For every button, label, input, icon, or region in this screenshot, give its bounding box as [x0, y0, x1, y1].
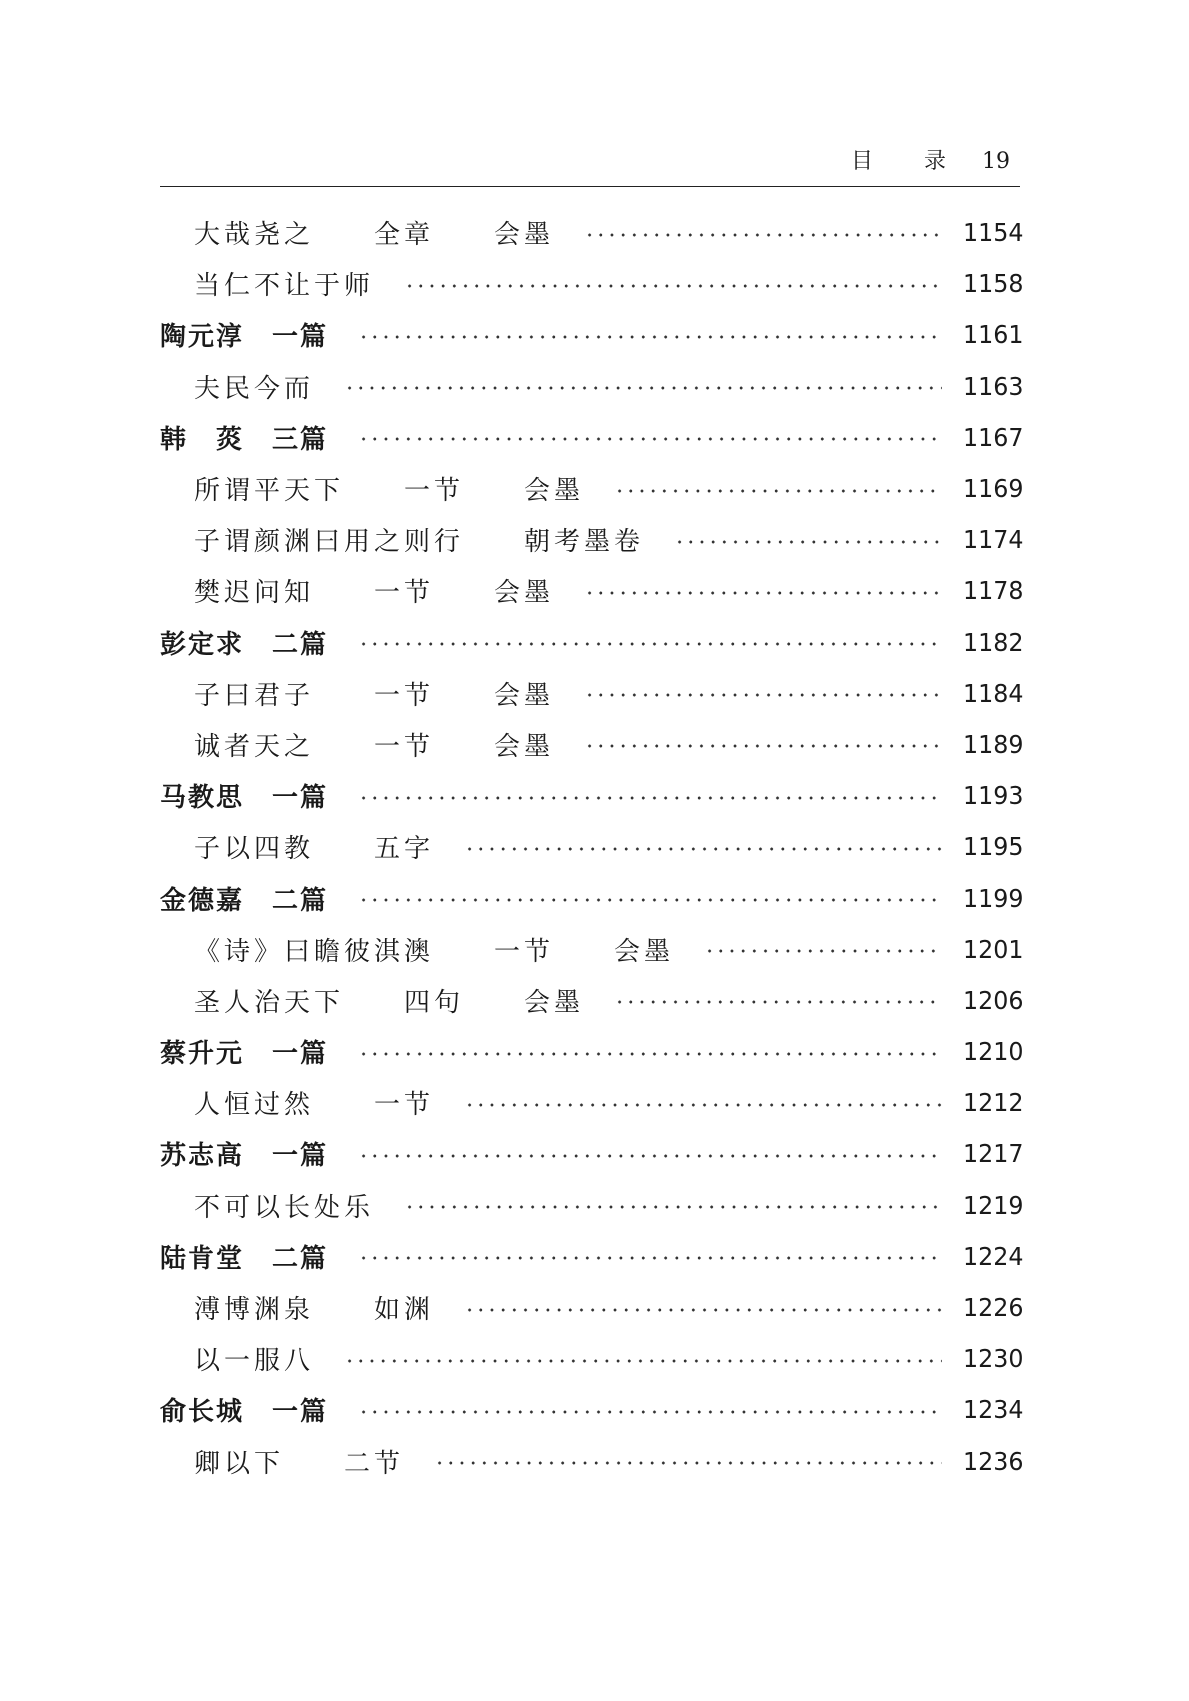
- entry-title: 子曰君子 一节 会墨: [194, 680, 555, 711]
- entry-title: 子以四教 五字: [194, 834, 435, 865]
- toc-author-entry[interactable]: [160, 309, 1024, 360]
- dot-leader: [584, 220, 942, 246]
- dot-leader: [464, 1090, 942, 1116]
- toc-essay-entry[interactable]: [160, 463, 1024, 514]
- entry-page-number: 1184: [963, 678, 1024, 708]
- entry-page-number: 1174: [963, 525, 1024, 555]
- dot-leader: [358, 1243, 942, 1269]
- toc-author-entry[interactable]: [160, 1384, 1024, 1435]
- entry-title: 卿以下 二节: [194, 1448, 405, 1479]
- entry-title: 陶元淳 一篇: [160, 322, 329, 353]
- toc-essay-entry[interactable]: [160, 924, 1024, 975]
- dot-leader: [434, 1448, 942, 1474]
- toc-author-entry[interactable]: [160, 1231, 1024, 1282]
- entry-page-number: 1210: [963, 1037, 1024, 1067]
- entry-title: 樊迟问知 一节 会墨: [194, 578, 555, 609]
- dot-leader: [358, 1039, 942, 1065]
- entry-page-number: 1161: [963, 320, 1024, 350]
- dot-leader: [674, 527, 942, 553]
- dot-leader: [358, 424, 942, 450]
- entry-title: 俞长城 一篇: [160, 1397, 329, 1428]
- toc-author-entry[interactable]: [160, 872, 1024, 923]
- dot-leader: [344, 373, 942, 399]
- dot-leader: [704, 936, 942, 962]
- entry-title: 所谓平天下 一节 会墨: [194, 476, 585, 507]
- entry-page-number: 1219: [963, 1190, 1024, 1220]
- dot-leader: [584, 680, 942, 706]
- entry-page-number: 1182: [963, 627, 1024, 657]
- entry-page-number: 1212: [963, 1088, 1024, 1118]
- toc-author-entry[interactable]: [160, 412, 1024, 463]
- entry-title: 诚者天之 一节 会墨: [194, 731, 555, 762]
- entry-title: 子谓颜渊曰用之则行 朝考墨卷: [194, 527, 645, 558]
- entry-title: 彭定求 二篇: [160, 629, 329, 660]
- dot-leader: [358, 783, 942, 809]
- entry-title: 不可以长处乐: [194, 1192, 375, 1223]
- entry-page-number: 1189: [963, 729, 1024, 759]
- header-page-number: 19: [982, 149, 1010, 174]
- dot-leader: [614, 987, 942, 1013]
- entry-page-number: 1217: [963, 1139, 1024, 1169]
- toc-essay-entry[interactable]: [160, 207, 1024, 258]
- toc-essay-entry[interactable]: [160, 514, 1024, 565]
- toc-essay-entry[interactable]: [160, 668, 1024, 719]
- entry-page-number: 1230: [963, 1344, 1024, 1374]
- entry-page-number: 1199: [963, 883, 1024, 913]
- entry-title: 苏志高 一篇: [160, 1141, 329, 1172]
- dot-leader: [358, 885, 942, 911]
- dot-leader: [358, 629, 942, 655]
- toc-essay-entry[interactable]: [160, 719, 1024, 770]
- dot-leader: [358, 1141, 942, 1167]
- entry-page-number: 1224: [963, 1241, 1024, 1271]
- header-title: 目 录: [851, 149, 968, 174]
- dot-leader: [584, 578, 942, 604]
- toc-essay-entry[interactable]: [160, 1436, 1024, 1487]
- entry-title: 金德嘉 二篇: [160, 885, 329, 916]
- toc-essay-entry[interactable]: [160, 361, 1024, 412]
- entry-page-number: 1206: [963, 985, 1024, 1015]
- entry-title: 人恒过然 一节: [194, 1090, 435, 1121]
- entry-page-number: 1236: [963, 1446, 1024, 1476]
- dot-leader: [404, 1192, 942, 1218]
- dot-leader: [358, 322, 942, 348]
- toc-essay-entry[interactable]: [160, 1077, 1024, 1128]
- entry-page-number: 1201: [963, 934, 1024, 964]
- dot-leader: [464, 834, 942, 860]
- toc-essay-entry[interactable]: [160, 565, 1024, 616]
- toc-essay-entry[interactable]: [160, 821, 1024, 872]
- toc-essay-entry[interactable]: [160, 1333, 1024, 1384]
- entry-title: 韩 菼 三篇: [160, 424, 329, 455]
- entry-title: 马教思 一篇: [160, 783, 329, 814]
- entry-title: 蔡升元 一篇: [160, 1039, 329, 1070]
- toc-essay-entry[interactable]: [160, 1180, 1024, 1231]
- header-right: [851, 144, 1010, 175]
- dot-leader: [404, 271, 942, 297]
- toc-author-entry[interactable]: [160, 617, 1024, 668]
- entry-title: 大哉尧之 全章 会墨: [194, 220, 555, 251]
- dot-leader: [614, 476, 942, 502]
- toc-essay-entry[interactable]: [160, 975, 1024, 1026]
- toc-author-entry[interactable]: [160, 1128, 1024, 1179]
- entry-page-number: 1167: [963, 422, 1024, 452]
- entry-title: 陆肯堂 二篇: [160, 1243, 329, 1274]
- dot-leader: [358, 1397, 942, 1423]
- entry-page-number: 1226: [963, 1293, 1024, 1323]
- toc-author-entry[interactable]: [160, 1026, 1024, 1077]
- entry-page-number: 1163: [963, 371, 1024, 401]
- dot-leader: [464, 1295, 942, 1321]
- entry-page-number: 1178: [963, 576, 1024, 606]
- table-of-contents: [160, 207, 1024, 1487]
- toc-author-entry[interactable]: [160, 770, 1024, 821]
- entry-page-number: 1154: [963, 218, 1024, 248]
- toc-essay-entry[interactable]: [160, 1282, 1024, 1333]
- entry-title: 以一服八: [194, 1346, 315, 1377]
- entry-page-number: 1195: [963, 832, 1024, 862]
- dot-leader: [344, 1346, 942, 1372]
- entry-title: 当仁不让于师: [194, 271, 375, 302]
- entry-title: 夫民今而: [194, 373, 315, 404]
- running-header: [160, 140, 1020, 187]
- entry-page-number: 1234: [963, 1395, 1024, 1425]
- entry-title: 圣人治天下 四句 会墨: [194, 987, 585, 1018]
- entry-page-number: 1158: [963, 269, 1024, 299]
- entry-page-number: 1169: [963, 474, 1024, 504]
- entry-title: 《诗》曰瞻彼淇澳 一节 会墨: [194, 936, 675, 967]
- entry-title: 溥博渊泉 如渊: [194, 1295, 435, 1326]
- dot-leader: [584, 731, 942, 757]
- toc-essay-entry[interactable]: [160, 258, 1024, 309]
- entry-page-number: 1193: [963, 781, 1024, 811]
